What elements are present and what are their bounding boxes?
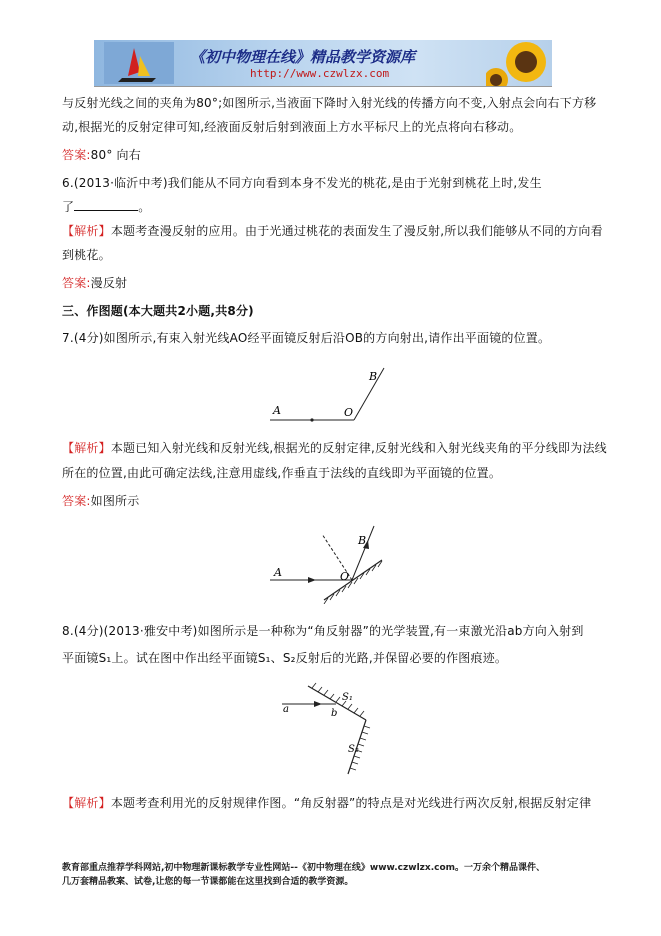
answer-label: 答案: [62, 494, 91, 508]
banner-title: 《初中物理在线》精品教学资源库 [190, 48, 416, 66]
section-heading: 三、作图题(本大题共2小题,共8分) [62, 304, 254, 318]
q7-analysis [62, 440, 607, 456]
analysis-text: 本题考查漫反射的应用。由于光通过桃花的表面发生了漫反射,所以我们能够从不同的方向看 [110, 224, 603, 238]
logo-icon [104, 42, 174, 84]
analysis-text: 本题已知入射光线和反射光线,根据光的反射定律,反射光线和入射光线夹角的平分线即为法线 [110, 441, 607, 455]
arrow-marker [308, 577, 316, 583]
q5-line2: 动,根据光的反射定律可知,经液面反射后射到液面上方水平标尺上的光点将向右移动。 [62, 120, 522, 134]
q6-analysis [62, 223, 603, 239]
figure-q8 [280, 682, 390, 778]
footer-line1: 教育部重点推荐学科网站,初中物理新课标教学专业性网站--《初中物理在线》www.czwlzx.com。一万余个精品课件、 [62, 863, 546, 873]
q5-answer [62, 147, 141, 163]
q8-analysis [62, 795, 591, 811]
q6-question: 6.(2013·临沂中考)我们能从不同方向看到本身不发光的桃花,是由于光射到桃花上时,发生 [62, 176, 542, 190]
label-o: O [340, 570, 350, 583]
figure-q7-answer [264, 522, 388, 604]
mirror-hatching [312, 683, 370, 770]
label-b: B [358, 534, 367, 547]
label-a: A [273, 404, 281, 417]
arrow-marker [314, 701, 322, 707]
answer-blank [74, 199, 138, 211]
q7-analysis-line2: 所在的位置,由此可确定法线,注意用虚线,作垂直于法线的直线即为平面镜的位置。 [62, 466, 502, 480]
banner-url: http://www.czwlzx.com [250, 67, 390, 80]
label-a: A [274, 566, 282, 579]
q7-answer [62, 493, 139, 509]
label-s1: S₁ [342, 692, 353, 703]
q5-line1: 与反射光线之间的夹角为80°;如图所示,当液面下降时入射光线的传播方向不变,入射点会向右下方移 [62, 96, 597, 110]
q6-question-line2: 了 。 [62, 200, 151, 214]
arrow-marker [310, 418, 313, 421]
footer-line2: 几万套精品教案、试卷,让您的每一节课都能在这里找到合适的教学资源。 [62, 877, 354, 887]
figure-q7-question [262, 362, 392, 426]
label-a: a [283, 704, 289, 715]
answer-text: 80° 向右 [90, 148, 141, 162]
q6-analysis-line2: 到桃花。 [62, 248, 111, 262]
q7-question: 7.(4分)如图所示,有束入射光线AO经平面镜反射后沿OB的方向射出,请作出平面镜的位置。 [62, 331, 551, 345]
analysis-label: 【解析】 [62, 441, 111, 455]
label-o: O [344, 406, 354, 419]
q6-answer [62, 275, 127, 291]
label-b: b [331, 708, 338, 719]
answer-text: 漫反射 [90, 276, 128, 290]
analysis-label: 【解析】 [62, 796, 111, 810]
q8-question: 8.(4分)(2013·雅安中考)如图所示是一种称为“角反射器”的光学装置,有一束激光沿ab方向入射到 [62, 624, 584, 638]
label-b: B [369, 370, 378, 383]
sunflower-icon [486, 40, 552, 86]
q8-question-line2: 平面镜S₁上。试在图中作出经平面镜S₁、S₂反射后的光路,并保留必要的作图痕迹。 [62, 651, 508, 665]
analysis-label: 【解析】 [62, 224, 111, 238]
answer-label: 答案: [62, 276, 91, 290]
q6-prefix: 了 [62, 200, 75, 214]
header-divider [94, 86, 552, 87]
header-banner [94, 40, 552, 86]
answer-text: 如图所示 [90, 494, 140, 508]
mirror-hatching [324, 561, 382, 604]
analysis-text: 本题考查利用光的反射规律作图。“角反射器”的特点是对光线进行两次反射,根据反射定律 [110, 796, 592, 810]
label-s2: S₂ [348, 744, 359, 755]
answer-label: 答案: [62, 148, 91, 162]
